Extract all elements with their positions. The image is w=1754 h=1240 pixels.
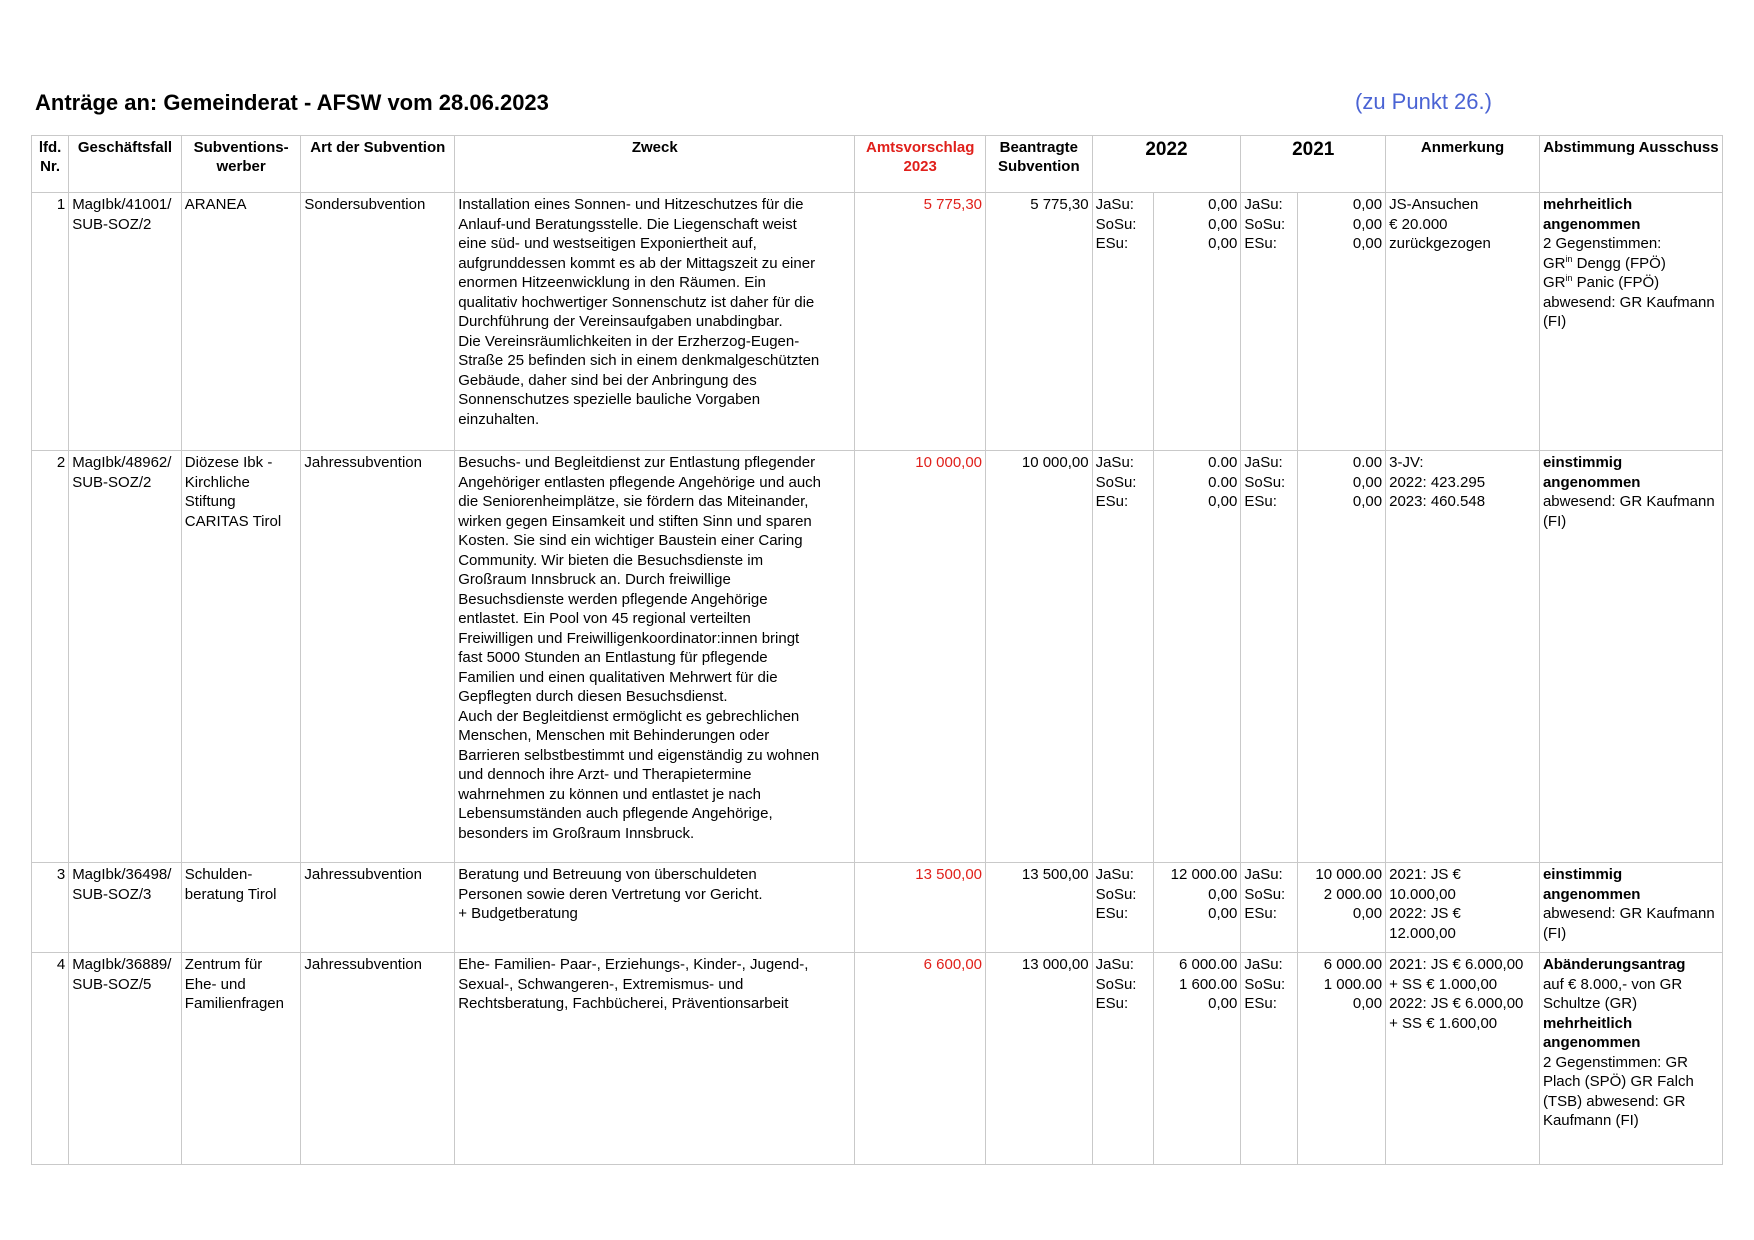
row-2021-values: 0,00 0,00 0,00 bbox=[1297, 193, 1385, 451]
row-2022-values: 12 000.00 0,00 0,00 bbox=[1153, 863, 1240, 953]
row-2022-values: 0,00 0,00 0,00 bbox=[1153, 193, 1240, 451]
row-2022-labels: JaSu: SoSu: ESu: bbox=[1092, 863, 1153, 953]
row-proposal: 6 600,00 bbox=[855, 953, 986, 1165]
col-header-case: Geschäftsfall bbox=[69, 136, 182, 193]
row-applicant: Zentrum für Ehe- und Familienfragen bbox=[181, 953, 301, 1165]
row-vote bbox=[1539, 193, 1722, 451]
row-2021-labels: JaSu: SoSu: ESu: bbox=[1241, 863, 1297, 953]
row-2021-labels: JaSu: SoSu: ESu: bbox=[1241, 193, 1297, 451]
row-requested: 10 000,00 bbox=[986, 451, 1093, 863]
col-header-2022: 2022 bbox=[1092, 136, 1241, 193]
row-2022-labels: JaSu: SoSu: ESu: bbox=[1092, 193, 1153, 451]
col-header-purpose: Zweck bbox=[455, 136, 855, 193]
row-applicant: ARANEA bbox=[181, 193, 301, 451]
row-requested: 13 000,00 bbox=[986, 953, 1093, 1165]
row-purpose: Besuchs- und Begleitdienst zur Entlastung pflegender Angehöriger entlasten pflegende Angehörige und auch die Seniorenheimplätze, sie fördern das Miteinander, wirken gegen Einsamkeit und stiften Sinn und sparen Kosten. Sie sind ein wichtiger Baustein einer Caring Community. Wir bieten die Besuchsdienste im Großraum Innsbruck an. Durch freiwillige Besuchsdienste werden pflegende Angehörige entlastet. Ein Pool von 45 regional verteilten Freiwilligen und Freiwilligenkoordinator:innen bringt fast 5000 Stunden an Entlastung für pflegende Familien und einen qualitativen Mehrwert für die Gepflegten durch diesen Besuchsdienst. Auch der Begleitdienst ermöglicht es gebrechlichen Menschen, Menschen mit Behinderungen oder Barrieren selbstbestimmt und eigenständig zu wohnen und dennoch ihre Arzt- und Therapietermine wahrnehmen zu können und entlastet je nach Lebensumständen auch pflegende Angehörige, besonders im Großraum Innsbruck. bbox=[455, 451, 855, 863]
document-title: Anträge an: Gemeinderat - AFSW vom 28.06.2023 bbox=[35, 90, 549, 115]
col-header-requested: Beantragte Subvention bbox=[986, 136, 1093, 193]
row-2022-labels: JaSu: SoSu: ESu: bbox=[1092, 953, 1153, 1165]
row-type: Jahressubvention bbox=[301, 863, 455, 953]
row-nr: 1 bbox=[32, 193, 69, 451]
table-row bbox=[32, 193, 1723, 451]
row-purpose: Beratung und Betreuung von überschuldeten Personen sowie deren Vertretung vor Gericht. + Budgetberatung bbox=[455, 863, 855, 953]
vote-member: $GR^{in}$ Dengg (FPÖ) bbox=[1542, 253, 1666, 272]
row-2021-values: 6 000.00 1 000.00 0,00 bbox=[1297, 953, 1385, 1165]
row-nr: 2 bbox=[32, 451, 69, 863]
row-type: Jahressubvention bbox=[301, 953, 455, 1165]
row-applicant: Diözese Ibk - Kirchliche Stiftung CARITAS Tirol bbox=[181, 451, 301, 863]
row-type: Sondersubvention bbox=[301, 193, 455, 451]
subsidy-table bbox=[31, 135, 1723, 1165]
agenda-reference: (zu Punkt 26.) bbox=[1355, 89, 1492, 114]
col-header-vote: Abstimmung Ausschuss bbox=[1539, 136, 1722, 193]
table-row bbox=[32, 451, 1723, 863]
vote-result: einstimmig angenommen bbox=[1542, 866, 1641, 903]
vote-amendment-detail: auf € 8.000,- von GR Schultze (GR) bbox=[1542, 975, 1683, 1012]
row-remark: 2021: JS € 10.000,00 2022: JS € 12.000,00 bbox=[1386, 863, 1540, 953]
row-2022-values: 6 000.00 1 600.00 0,00 bbox=[1153, 953, 1240, 1165]
row-remark: 3-JV: 2022: 423.295 2023: 460.548 bbox=[1386, 451, 1540, 863]
row-proposal: 10 000,00 bbox=[855, 451, 986, 863]
vote-result: mehrheitlich angenommen bbox=[1542, 1014, 1641, 1051]
row-proposal: 13 500,00 bbox=[855, 863, 986, 953]
row-case: MagIbk/41001/ SUB-SOZ/2 bbox=[69, 193, 182, 451]
table-row bbox=[32, 863, 1723, 953]
col-header-2021: 2021 bbox=[1241, 136, 1386, 193]
row-nr: 3 bbox=[32, 863, 69, 953]
row-2022-values: 0.00 0.00 0,00 bbox=[1153, 451, 1240, 863]
row-type: Jahressubvention bbox=[301, 451, 455, 863]
vote-details: 2 Gegenstimmen: GR Plach (SPÖ) GR Falch (TSB) abwesend: GR Kaufmann (FI) bbox=[1542, 1053, 1694, 1129]
vote-amendment: Abänderungsantrag bbox=[1542, 956, 1686, 973]
vote-absent: abwesend: GR Kaufmann (FI) bbox=[1542, 905, 1715, 942]
vote-member: $GR^{in}$ Panic (FPÖ) bbox=[1542, 273, 1660, 291]
row-case: MagIbk/36889/ SUB-SOZ/5 bbox=[69, 953, 182, 1165]
row-vote bbox=[1539, 863, 1722, 953]
row-2021-values: 0.00 0,00 0,00 bbox=[1297, 451, 1385, 863]
row-remark: JS-Ansuchen € 20.000 zurückgezogen bbox=[1386, 193, 1540, 451]
row-proposal: 5 775,30 bbox=[855, 193, 986, 451]
row-remark: 2021: JS € 6.000,00 + SS € 1.000,00 2022: JS € 6.000,00 + SS € 1.600,00 bbox=[1386, 953, 1540, 1165]
row-2022-labels: JaSu: SoSu: ESu: bbox=[1092, 451, 1153, 863]
row-applicant: Schulden- beratung Tirol bbox=[181, 863, 301, 953]
row-requested: 5 775,30 bbox=[986, 193, 1093, 451]
col-header-type: Art der Subvention bbox=[301, 136, 455, 193]
row-vote bbox=[1539, 451, 1722, 863]
title-row bbox=[35, 90, 1505, 120]
row-2021-labels: JaSu: SoSu: ESu: bbox=[1241, 451, 1297, 863]
row-nr: 4 bbox=[32, 953, 69, 1165]
table-header-row bbox=[32, 136, 1723, 193]
col-header-proposal: Amtsvorschlag 2023 bbox=[855, 136, 986, 193]
row-case: MagIbk/36498/ SUB-SOZ/3 bbox=[69, 863, 182, 953]
row-2021-labels: JaSu: SoSu: ESu: bbox=[1241, 953, 1297, 1165]
vote-result: einstimmig angenommen bbox=[1542, 454, 1641, 491]
row-requested: 13 500,00 bbox=[986, 863, 1093, 953]
row-purpose: Ehe- Familien- Paar-, Erziehungs-, Kinder-, Jugend-, Sexual-, Schwangeren-, Extremismus- und Rechtsberatung, Fachbücherei, Präventionsarbeit bbox=[455, 953, 855, 1165]
col-header-applicant: Subventions- werber bbox=[181, 136, 301, 193]
col-header-nr: lfd. Nr. bbox=[32, 136, 69, 193]
row-vote bbox=[1539, 953, 1722, 1165]
row-2021-values: 10 000.00 2 000.00 0,00 bbox=[1297, 863, 1385, 953]
vote-absent: abwesend: GR Kaufmann (FI) bbox=[1542, 293, 1715, 330]
col-header-remark: Anmerkung bbox=[1386, 136, 1540, 193]
row-case: MagIbk/48962/ SUB-SOZ/2 bbox=[69, 451, 182, 863]
table-row bbox=[32, 953, 1723, 1165]
vote-absent: abwesend: GR Kaufmann (FI) bbox=[1542, 493, 1715, 530]
vote-counter-label: 2 Gegenstimmen: bbox=[1542, 235, 1662, 252]
row-purpose: Installation eines Sonnen- und Hitzeschutzes für die Anlauf-und Beratungsstelle. Die Liegenschaft weist eine süd- und westseitigen Exponiertheit auf, aufgrunddessen kommt es ab der Mittagszeit zu einer enormen Hitzeenwicklung in den Räumen. Ein qualitativ hochwertiger Sonnenschutz ist daher für die Durchführung der Vereinsaufgaben unabdingbar. Die Vereinsräumlichkeiten in der Erzherzog-Eugen- Straße 25 befinden sich in einem denkmalgeschützten Gebäude, daher sind bei der Anbringung des Sonnenschutzes spezielle bauliche Vorgaben einzuhalten. bbox=[455, 193, 855, 451]
vote-result: mehrheitlich angenommen bbox=[1542, 196, 1641, 233]
